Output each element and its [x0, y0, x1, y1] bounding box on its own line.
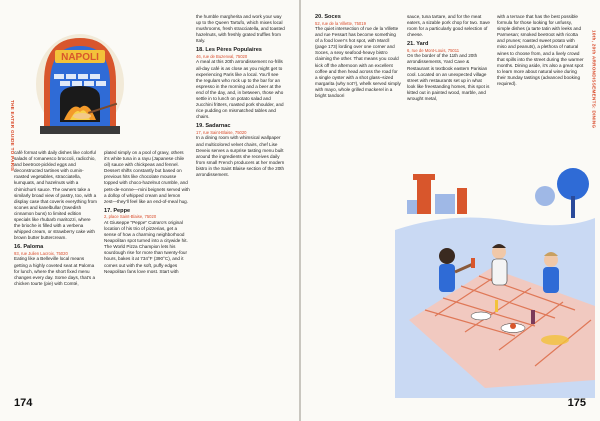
entry-title: 18. Les Pères Populaires [196, 47, 262, 54]
paragraph: the humble margherita and work your way up to the Queen Tartufo, which mixes local mushrooms, fresh stracciatella, and toasted hazelnuts, with freshly grated truffles from Italy. [196, 14, 285, 44]
paragraph: with a terrace that has the best possible formula for those looking for unfussy, simple dishes (a tarte tatin with leeks and Parmesan; smoked beetroot with ricotta and prunes; roasted sweet potato with miso and peanuts), a plethora of natural wines to choose from, and a lively crowd that spills into the street during the warmer months. Dining aside, it’s also a great spot to learn more about natural wine during their Sunday tastings (advanced booking required). [497, 14, 584, 87]
oven-sign-text: NAPOLI [61, 52, 99, 63]
paragraph: sauce, tuna tartare, and for the meat eaters, a sizable pork chop for two. Save room for a particularly good selection of cheese. [407, 14, 490, 38]
left-column-2 [104, 150, 190, 275]
paragraph: In a dining room with whimsical wallpaper and multicolored velvet chairs, chef Lise Deveix serves a surprise tasting menu built around the ingredients she receives daily from small French producers at her modern bistro in the Saint Blaise section of the 20th arrondissement. [196, 135, 285, 177]
right-column-3 [497, 14, 585, 87]
page-number-right: 175 [567, 397, 586, 409]
paragraph: The quiet intersection of rue de la Villette and rue Fessart has become something of a food lover’s hot spot, with Marcll (page 173) lording over one corner and Soces, a sexy seafood-heavy bistro claiming the other. That means you could kick off the afternoon with an excellent coffee and then head across the road for a single oyster with a shot glass–sized margarita (why not?), whelk served simply with mayo, whole grilled mackerel in a bright tandoori [315, 26, 401, 99]
entry-address: 2, place Saint-Blaise, 75020 [104, 214, 157, 220]
left-column-1 [14, 150, 98, 287]
paragraph: At Giuseppe “Peppe” Cutraro’s original location of his trio of pizzerias, get a sense of how a charming neighborhood Neapolitan spot turned into a citywide hit. The World Pizza Champion lets his sourdough rise for more than twenty-four hours, bakes it at 734°F (390°C), and it comes out with the soft, puffy edges Neapolitan fans love most. Start with [104, 219, 188, 274]
paragraph: A meal at this 20th arrondissement no-frills all-day café is as close as you might get to experiencing Paris like a local. You’ll see the regulars who rock up to the bar for an espresso in the morning and a beer at the end of the day, and, in between, those who settle in to lunch on potato salad and zucchini fritters, roasted pork shoulder, and rice pudding on mismatched tables and chairs. [196, 59, 284, 120]
entry-address: 46, rue de Buzenval, 75020 [196, 54, 248, 60]
entry-address: 6, rue de Mont-Louis, 75011 [407, 47, 460, 53]
paragraph: On the border of the 11th and 20th arrondissements, Yard Cave & Restaurant is textbook eastern Parisian cool. Located on an unexpected village street with restaurants set up in what look like freestanding homes, this spot is kitted out in painted wood, marble, and wrought metal, [407, 53, 490, 102]
entry-title: 17. Peppe [104, 207, 131, 214]
entry-title: 16. Paloma [14, 244, 44, 251]
entry-address: 17, rue Saint-Blaise, 75020 [196, 130, 247, 135]
paragraph: café format with daily dishes like colorful salads of romanesco broccoli, radicchio, and beetroot-pickled eggs and deconstructed tartines with cumin-roasted vegetables, stracciatella, kumquats, and hazelnuts with a chimichurri sauce. The owners take a similarly broad view of pastry, too, with a display case that coveris everything from scones and kanelbullar (Swedish cinnamon buns) to limited edition specials like rhubarb maritozzi, where the brioche is filled with a verbena whipped cream, or strawberry cake with brown butter buttercream. [14, 150, 97, 241]
entry-title: 20. Soces [315, 14, 341, 20]
left-page [0, 0, 299, 421]
left-column-3 [196, 14, 286, 178]
pizza-oven-illustration [30, 12, 130, 140]
paragraph: plated simply on a pool of gravy, others it’s white tuna in a rayu (Japanese chile oil) sauce with chickpeas and fennel. Dessert shifts constantly but based on previous hits like chocolate mousse topped with choco-hazelnut crumble, and pets-de-nonne—mini beignets served with a dollop of whipped cream and lemon zest—they’ll feel like an end-of-meal hug. [104, 150, 190, 204]
running-head-left: THE EATER GUIDE TO PARIS [10, 100, 15, 172]
entry-title: 19. Sadarnac [196, 123, 231, 130]
page-number-left: 174 [14, 397, 33, 409]
entry-address: 93, rue Julien Lacroix, 75020 [14, 251, 68, 256]
entry-title: 21. Yard [407, 41, 429, 48]
picnic-illustration [395, 160, 595, 398]
right-page [301, 0, 600, 421]
running-head-right: 10th, 20th ARRONDISSEMENTS: DINING [591, 30, 596, 129]
right-column-1 [315, 14, 401, 99]
right-column-2 [407, 14, 491, 102]
entry-address: 52, rue de la Villette, 75019 [315, 20, 366, 26]
paragraph: Eating like a Belleville local means getting a highly coveted seat at Paloma for lunch, where the short fixed menu changes every day. Some days, that’s a chicken tourte (pie) with Comté, [14, 256, 96, 286]
